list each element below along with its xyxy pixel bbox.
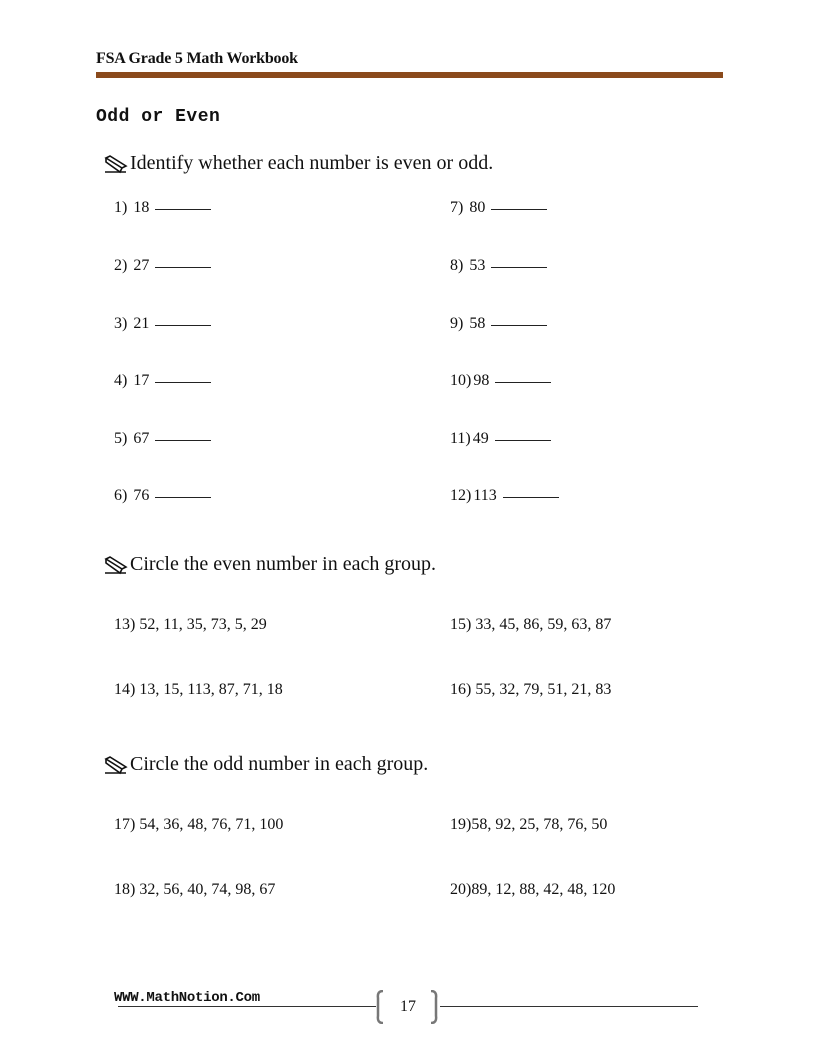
answer-blank[interactable]	[155, 324, 211, 326]
right-bracket-icon	[430, 990, 438, 1024]
pencil-icon	[104, 755, 128, 775]
answer-blank[interactable]	[491, 324, 547, 326]
list-item: 20)89, 12, 88, 42, 48, 120	[450, 881, 616, 898]
answer-blank[interactable]	[155, 496, 211, 498]
list-item: 15) 33, 45, 86, 59, 63, 87	[450, 616, 612, 633]
answer-blank[interactable]	[495, 381, 551, 383]
instruction-text: Circle the odd number in each group.	[130, 753, 429, 775]
list-item: 4) 17	[114, 372, 211, 390]
list-item: 7) 80	[450, 199, 547, 217]
header-rule	[96, 72, 723, 78]
list-item: 1) 18	[114, 199, 211, 217]
pencil-icon	[104, 555, 128, 575]
answer-blank[interactable]	[155, 439, 211, 441]
list-item: 9) 58	[450, 315, 547, 333]
page-number: 17	[400, 998, 416, 1015]
workbook-title: FSA Grade 5 Math Workbook	[96, 50, 298, 67]
pencil-icon	[104, 154, 128, 174]
list-item: 8) 53	[450, 257, 547, 275]
left-bracket-icon	[376, 990, 384, 1024]
list-item: 19)58, 92, 25, 78, 76, 50	[450, 816, 608, 833]
answer-blank[interactable]	[155, 208, 211, 210]
answer-blank[interactable]	[155, 266, 211, 268]
answer-blank[interactable]	[155, 381, 211, 383]
answer-blank[interactable]	[491, 208, 547, 210]
list-item: 17) 54, 36, 48, 76, 71, 100	[114, 816, 284, 833]
list-item: 12) 113	[450, 487, 559, 505]
list-item: 10) 98	[450, 372, 551, 390]
list-item: 13) 52, 11, 35, 73, 5, 29	[114, 616, 267, 633]
list-item: 18) 32, 56, 40, 74, 98, 67	[114, 881, 276, 898]
instruction-text: Identify whether each number is even or odd.	[130, 152, 494, 174]
answer-blank[interactable]	[491, 266, 547, 268]
instruction-odd	[104, 753, 428, 776]
list-item: 14) 13, 15, 113, 87, 71, 18	[114, 681, 283, 698]
instruction-text: Circle the even number in each group.	[130, 553, 436, 575]
list-item: 3) 21	[114, 315, 211, 333]
section-title: Odd or Even	[96, 107, 221, 127]
list-item: 2) 27	[114, 257, 211, 275]
answer-blank[interactable]	[503, 496, 559, 498]
list-item: 11) 49	[450, 430, 551, 448]
list-item: 5) 67	[114, 430, 211, 448]
footer-rule	[118, 1006, 376, 1007]
list-item: 6) 76	[114, 487, 211, 505]
footer-website-link[interactable]: WWW.MathNotion.Com	[114, 990, 260, 1006]
instruction-identify	[104, 152, 493, 175]
answer-blank[interactable]	[495, 439, 551, 441]
instruction-even	[104, 553, 436, 576]
footer-rule	[440, 1006, 698, 1007]
list-item: 16) 55, 32, 79, 51, 21, 83	[450, 681, 612, 698]
